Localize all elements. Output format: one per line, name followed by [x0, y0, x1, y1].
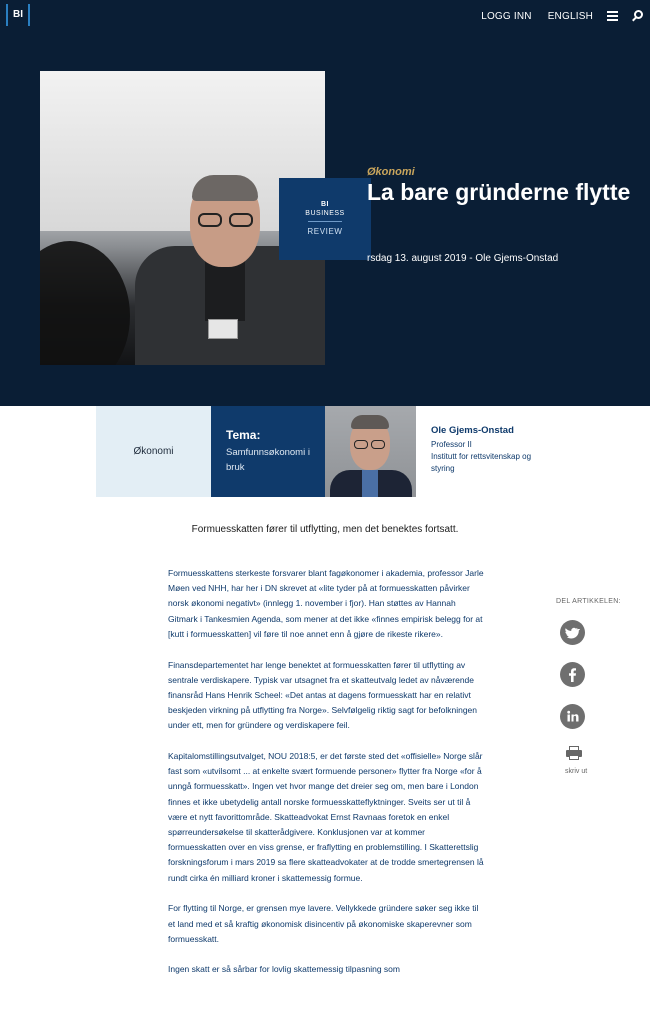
top-navigation	[481, 8, 644, 24]
linkedin-icon[interactable]	[560, 704, 585, 729]
search-icon[interactable]	[632, 10, 644, 22]
author-name[interactable]: Ole Gjems-Onstad	[431, 425, 514, 436]
tema-tile[interactable]	[211, 406, 325, 497]
article-paragraph: Finansdepartementet har lenge benektet at formuesskatten fører til utflytting av sentrale verdiskapere. Typisk var utsagnet fra et skatteutvalg ledet av nåværende finansråd Hans Henrik Scheel: «Det antas at dagens formuesskatt har en relativt beskjeden virkning på utflytting fra Norge». Selvfølgelig riktig sagt for befolkningen under ett, men for gründere og verdiskapere feil.	[168, 659, 478, 731]
author-info	[431, 425, 551, 475]
tema-label: Tema:	[226, 428, 261, 442]
article-info-bar	[96, 406, 554, 497]
article-paragraph: Kapitalomstillingsutvalget, NOU 2018:5, er det første sted det «offisielle» Norge slår fast som «utvilsomt ... at enkelte svært formuende personer» flytter fra Norge «for å unngå formuesskatt». Ingen vet hvor mange det dreier seg om, men bare i London finnes et ikke ubetydelig antall norske formuesskatteflyktninger. Sveits ser ut til å være et nytt favorittområde. Skatteadvokat Ernst Ravnaas foretok en enkel spørreundersøkelse til skatterådgivere. Konklusjonen var at kommer formuesskatten over en viss grense, er fraflytting en problemstilling. I Skatterettslig forskningsforum i mars 2019 sa flere skatteadvokater at de trodde smertegrensen lå rundt cirka én milliard kroner i skattemessig formue.	[168, 751, 484, 883]
hamburger-icon[interactable]	[607, 11, 618, 21]
article-paragraph: Formuesskattens sterkeste forsvarer blant fagøkonomer i akademia, professor Jarle Møen ved NHH, har her i DN skrevet at «lite tyder på at formuesskatten påvirker norsk økonomi negativt» (innlegg 1. november i fjor). Han støttes av Hannah Gitmark i Tankesmien Agenda, som mener at det ikke «finnes empirisk belegg for at [kutt i formuesskatten] vil føre til noe annet enn å gjøre de rikeste rikere».	[168, 568, 484, 639]
author-avatar[interactable]	[325, 406, 416, 497]
share-label: DEL ARTIKKELEN:	[556, 598, 621, 605]
hero-section	[0, 0, 650, 406]
bi-business-review-badge: BI BUSINESS REVIEW	[279, 178, 371, 260]
article-paragraph: Ingen skatt er så sårbar for lovlig skattemessig tilpasning som	[168, 964, 400, 975]
article-byline: rsdag 13. august 2019 - Ole Gjems-Onstad	[367, 253, 559, 264]
facebook-icon[interactable]	[560, 662, 585, 687]
article-body	[168, 566, 484, 993]
twitter-icon[interactable]	[560, 620, 585, 645]
article-category[interactable]: Økonomi	[367, 166, 415, 178]
article-title: La bare gründerne flytte	[367, 179, 631, 205]
topic-tile[interactable]: Økonomi	[96, 406, 211, 497]
author-role: Professor II	[431, 440, 472, 449]
print-icon[interactable]	[566, 746, 582, 760]
bi-logo[interactable]: BI	[6, 4, 30, 26]
login-link[interactable]: LOGG INN	[481, 10, 532, 22]
english-link[interactable]: ENGLISH	[547, 10, 593, 22]
article-paragraph: For flytting til Norge, er grensen mye lavere. Vellykkede gründere søker seg ikke til et land med et så kraftig økonomisk disincentiv på økonomiske skaperevner som formuesskatt.	[168, 903, 479, 944]
share-panel	[556, 598, 636, 775]
article-lead: Formuesskatten fører til utflytting, men det benektes fortsatt.	[191, 524, 459, 535]
author-department: Institutt for rettsvitenskap og styring	[431, 452, 532, 473]
print-label[interactable]: skriv ut	[565, 768, 588, 775]
tema-value: Samfunnsøkonomi i bruk	[226, 447, 310, 473]
